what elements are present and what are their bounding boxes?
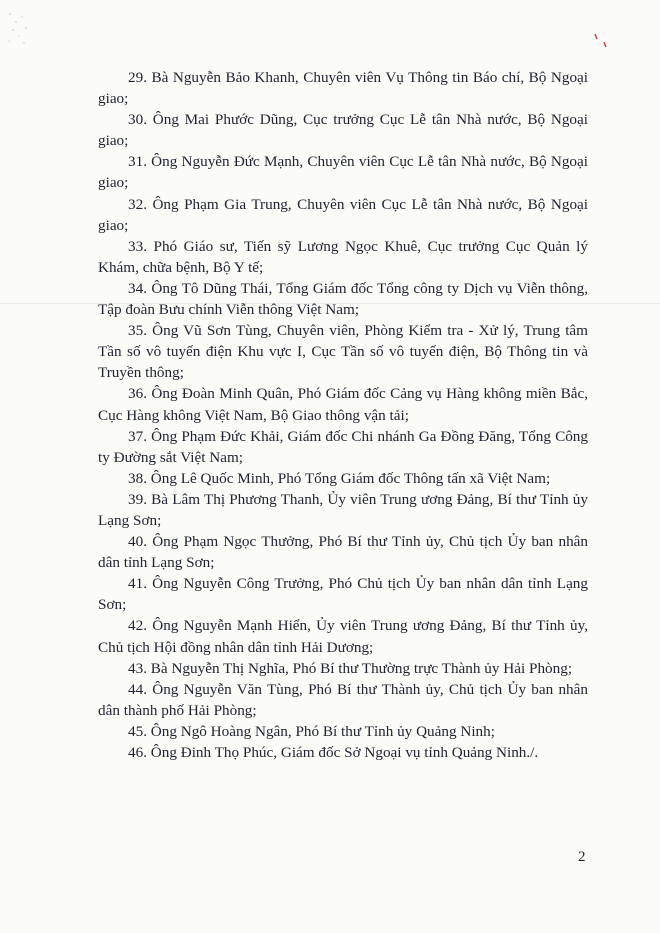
scan-speckle-top-left — [4, 8, 34, 48]
list-item: 46. Ông Đinh Thọ Phúc, Giám đốc Sở Ngoại vụ tỉnh Quảng Ninh./. — [128, 744, 539, 761]
list-item: 34. Ông Tô Dũng Thái, Tổng Giám đốc Tổng công ty Dịch vụ Viễn thông, Tập đoàn Bưu chính Viễn thông Việt Nam; — [98, 279, 588, 319]
list-item: 33. Phó Giáo sư, Tiến sỹ Lương Ngọc Khuê, Cục trưởng Cục Quản lý Khám, chữa bệnh, Bộ Y tế; — [98, 237, 588, 276]
list-item: 41. Ông Nguyễn Công Trưởng, Phó Chủ tịch Ủy ban nhân dân tỉnh Lạng Sơn; — [98, 575, 588, 614]
list-item: 32. Ông Phạm Gia Trung, Chuyên viên Cục Lễ tân Nhà nước, Bộ Ngoại giao; — [98, 195, 588, 234]
list-item: 43. Bà Nguyễn Thị Nghĩa, Phó Bí thư Thường trực Thành ủy Hải Phòng; — [128, 659, 573, 677]
list-item: 31. Ông Nguyễn Đức Mạnh, Chuyên viên Cục Lễ tân Nhà nước, Bộ Ngoại giao; — [98, 153, 588, 192]
appointee-list — [98, 67, 588, 763]
list-item: 39. Bà Lâm Thị Phương Thanh, Ủy viên Trung ương Đảng, Bí thư Tỉnh ủy Lạng Sơn; — [98, 490, 588, 529]
list-item: 36. Ông Đoàn Minh Quân, Phó Giám đốc Cảng vụ Hàng không miền Bắc, Cục Hàng không Việt Nam, Bộ Giao thông vận tải; — [98, 385, 588, 424]
list-item: 37. Ông Phạm Đức Khải, Giám đốc Chi nhánh Ga Đồng Đăng, Tổng Công ty Đường sắt Việt Nam; — [98, 427, 588, 466]
list-item: 45. Ông Ngô Hoàng Ngân, Phó Bí thư Tỉnh ủy Quảng Ninh; — [128, 722, 495, 740]
list-item: 44. Ông Nguyễn Văn Tùng, Phó Bí thư Thành ủy, Chủ tịch Ủy ban nhân dân thành phố Hải Phòng; — [98, 680, 588, 719]
ink-mark-top-right — [592, 30, 612, 54]
list-item: 42. Ông Nguyễn Mạnh Hiển, Ủy viên Trung ương Đảng, Bí thư Tỉnh ủy, Chủ tịch Hội đồng nhân dân tỉnh Hải Dương; — [98, 617, 588, 656]
page-number: 2 — [578, 849, 586, 865]
list-item: 29. Bà Nguyễn Bảo Khanh, Chuyên viên Vụ Thông tin Báo chí, Bộ Ngoại giao; — [98, 69, 588, 108]
list-item: 40. Ông Phạm Ngọc Thưởng, Phó Bí thư Tỉnh ủy, Chủ tịch Ủy ban nhân dân tỉnh Lạng Sơn; — [98, 533, 588, 572]
list-item: 30. Ông Mai Phước Dũng, Cục trưởng Cục Lễ tân Nhà nước, Bộ Ngoại giao; — [98, 111, 588, 150]
list-item: 35. Ông Vũ Sơn Tùng, Chuyên viên, Phòng Kiểm tra - Xử lý, Trung tâm Tần số vô tuyến điện Khu vực I, Cục Tần số vô tuyến điện, Bộ Thông tin và Truyền thông; — [98, 322, 588, 382]
list-item: 38. Ông Lê Quốc Minh, Phó Tổng Giám đốc Thông tấn xã Việt Nam; — [128, 469, 551, 487]
